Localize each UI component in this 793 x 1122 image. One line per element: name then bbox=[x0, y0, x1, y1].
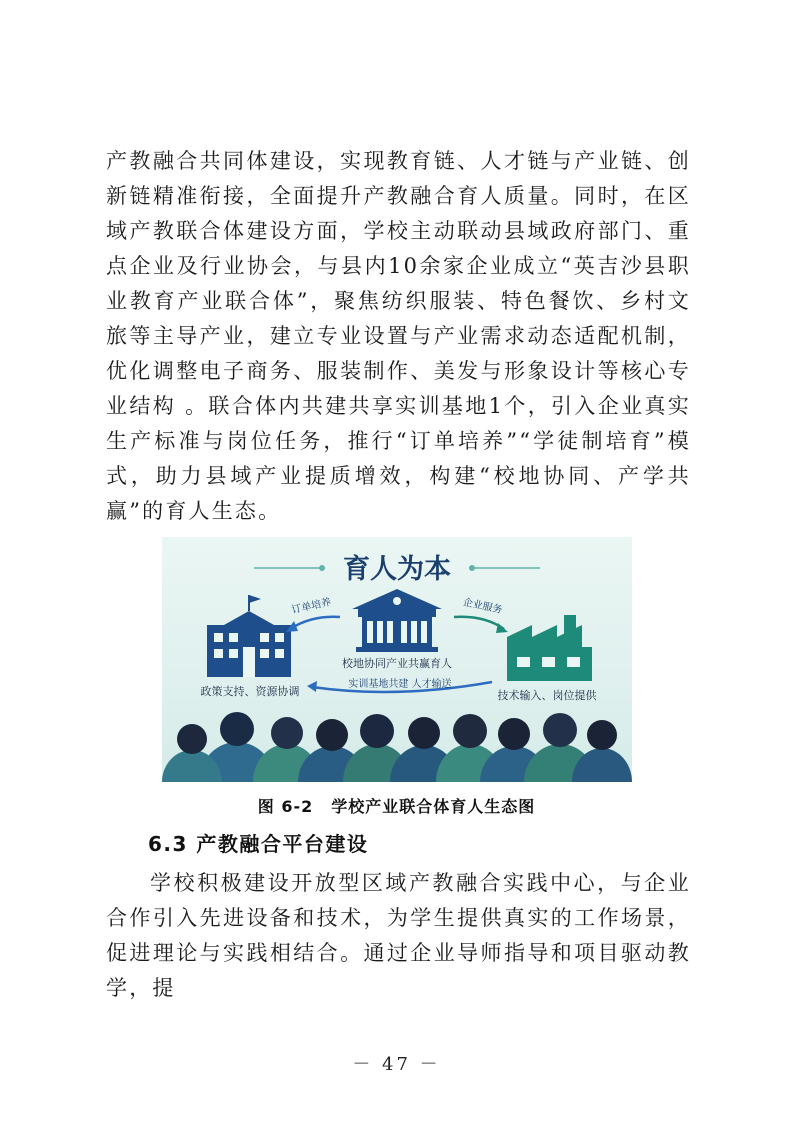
left-label: 政策支持、资源协调 bbox=[200, 685, 300, 698]
arrow-enterprise-service bbox=[454, 617, 504, 629]
title-dot-right bbox=[469, 565, 475, 571]
center-label: 校地协同产业共赢育人 bbox=[342, 657, 452, 670]
section-heading: 6.3 产教融合平台建设 bbox=[148, 832, 369, 856]
figure-caption bbox=[0, 794, 793, 817]
page-number: － 47 － bbox=[352, 1054, 441, 1075]
body-paragraph-2: 学校积极建设开放型区域产教融合实践中心，与企业合作引入先进设备和技术，为学生提供真实的工作场景，促进理论与实践相结合。通过企业导师指导和项目驱动教学，提 bbox=[106, 871, 691, 1000]
body-paragraph-1: 产教融合共同体建设，实现教育链、人才链与产业链、创新链精准衔接，全面提升产教融合育人质量。同时，在区域产教联合体建设方面，学校主动联动县域政府部门、重点企业及行业协会，与县内10余家企业成立“英吉沙县职业教育产业联合体”，聚焦纺织服装、特色餐饮、乡村文旅等主导产业，建立专业设置与产业需求动态适配机制，优化调整电子商务、服装制作、美发与形象设计等核心专业结构 。联合体内共建共享实训基地1个，引入企业真实生产标准与岗位任务，推行“订单培养”“学徒制培育”模式，助力县域产业提质增效，构建“校地协同、产学共赢”的育人生态。 bbox=[106, 149, 691, 523]
ecosystem-figure bbox=[162, 537, 632, 782]
arrow-label-enterprise-service: 企业服务 bbox=[461, 597, 504, 617]
factory-icon bbox=[507, 615, 592, 681]
school-building-icon bbox=[352, 589, 442, 652]
arrow-label-base-talent: 实训基地共建 人才输送 bbox=[348, 679, 452, 690]
arrow-label-order-training: 订单培养 bbox=[290, 597, 333, 617]
students-illustration bbox=[162, 712, 632, 782]
figure-caption-number: 图 6-2 bbox=[257, 797, 314, 816]
arrow-order-training bbox=[290, 617, 340, 629]
ecosystem-illustration bbox=[162, 537, 632, 782]
arrow-enterprise-service-head bbox=[496, 623, 508, 633]
title-dot-left bbox=[319, 565, 325, 571]
arrow-base-talent-head bbox=[307, 681, 317, 692]
figure-caption-text: 学校产业联合体育人生态图 bbox=[331, 797, 536, 816]
government-building-icon bbox=[207, 595, 291, 677]
right-label: 技术输入、岗位提供 bbox=[497, 689, 597, 702]
figure-title: 育人为本 bbox=[343, 554, 451, 585]
